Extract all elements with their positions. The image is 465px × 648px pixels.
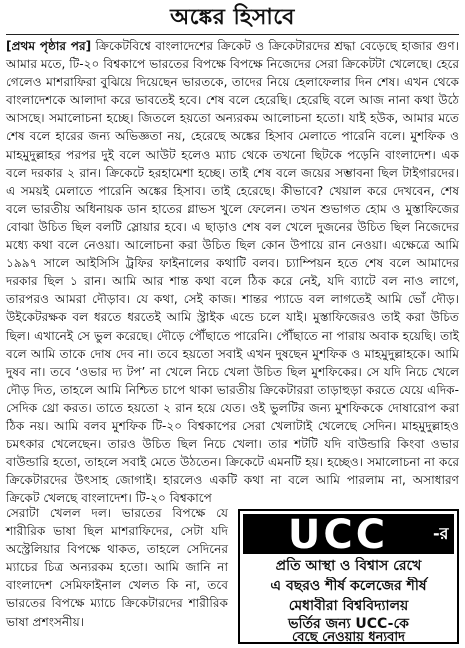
article-body-wide	[6, 37, 459, 507]
ad-line-2: এ বছরও শীর্ষ কলেজের শীর্ষ	[270, 578, 427, 594]
ucc-logo-suffix: -র	[433, 524, 449, 543]
newspaper-page	[6, 4, 459, 644]
ucc-advertisement	[238, 509, 459, 644]
ucc-logo-text: UCC	[287, 512, 389, 558]
ucc-logo	[243, 512, 454, 558]
headline-divider	[6, 34, 459, 35]
ad-line-3: মেধাবীরা বিশ্ববিদ্যালয়	[288, 598, 409, 614]
ad-line-5: বেছে নেওয়ায় ধন্যবাদ	[291, 631, 405, 644]
article-headline: অঙ্কের হিসাবে	[170, 5, 295, 30]
article-body-text: ক্রিকেটবিশ্বে বাংলাদেশের ক্রিকেট ও ক্রিকেটারদের শ্রদ্ধা বেড়েছে হাজার গুণ। আমার মতে, টি-২০ বিশ্বকাপে ভারতের বিপক্ষে বিপক্ষে নিজেদের সেরা ক্রিকেটটা খেলেছে। হেরে গেলেও মাশরাফিরা বুঝিয়ে দিয়েছেন ভারতকে, তাদের নিয়ে হেলাফেলার দিন শেষ। এখন থেকে বাংলাদেশকে আলাদা করে ভাবতেই হবে। শেষ বলে হেরেছি। হেরেছি বলে আজ নানা কথা উঠে আসছে। সমালোচনা হচ্ছে। জিতলে হয়তো অন্যরকম আলোচনা হতো। যাই হউক, আমার মতে শেষ বলে হারের জন্য অভিজ্ঞতা নয়, হেরেছে অঙ্কের হিসাব মেলাতে পারেনি বলে। মুশফিক ও মাহমুদুল্লাহর পরপর দুই বলে আউট হলেও ম্যাচ থেকে তখনো ছিটকে পড়েনি বাংলাদেশ। এক বলে দরকার ২ রান। ক্রিকেটে হরহামেশা হচ্ছে। তাই শেষ বলে জয়ের সম্ভাবনা ছিল টাইগারদের। এ সময়ই মেলাতে পারেনি অঙ্কের হিসাব। তাই হেরেছে। কীভাবে? খেয়াল করে দেখবেন, শেষ বলে ভারতীয় অধিনায়ক ডান হাতের গ্লাভস খুলে ফেলেন। তখন শুভাগত হোম ও মুস্তাফিজের বোঝা উচিত ছিল বলটি স্লোয়ার হবে। এ ছাড়াও শেষ বল খেলে দুজনের উচিত ছিল নিজেদের মধ্যে কথা বলে নেওয়া। আলোচনা করা উচিত ছিল কোন উপায়ে রান নেওয়া। এক্ষেত্রে আমি ১৯৯৭ সালে আইসিসি ট্রফির ফাইনালের কথাটি বলব। চ্যাম্পিয়ন হতে শেষ বলে আমাদের দরকার ছিল ১ রান। আমি আর শান্ত কথা বলে ঠিক করে নেই, যদি ব্যাটে বল নাও লাগে, তারপরও আমরা দৌড়াব। যে কথা, সেই কাজ। শান্তর প্যাডে বল লাগতেই আমি ভোঁ দৌড়। উইকেটরক্ষক বল ধরতে ধরতেই আমি স্ট্রাইক এন্ডে চলে যাই। মুস্তাফিজেরও তাই করা উচিত ছিল। এখানেই সে ভুল করেছে। দৌড়ে পৌঁছাতে পারেনি। পৌঁছাতে না পারায় অবাক হয়েছি। তাই বলে আমি তাকে দোষ দেব না। তবে হয়তো সবাই এখন দুষছেন মুশফিক ও মাহমুদুল্লাহকে। আমি দুষব না। তবে ‘ওভার দ্য টপ’ না খেলে নিচে খেলা উচিত ছিল মুশফিকের। সে যদি নিচে খেলে দৌড় দিত, তাহলে আমি নিশ্চিত চাপে থাকা ভারতীয় ক্রিকেটাররা তাড়াহুড়া করতে যেয়ে এদিক-সেদিক থ্রো করত। তাতে হয়তো ২ রান হয়ে যেত। ওই ভুলটির জন্য মুশফিককে দোষারোপ করা ঠিক নয়। আমি বলব মুশফিক টি-২০ বিশ্বকাপের সেরা খেলাটাই খেলেছে সেদিন। মাহমুদুল্লাহও চমৎকার খেলেছেন। তারও উচিত ছিল নিচে খেলা। তার শটটি যদি বাউন্ডারি কিংবা ওভার বাউন্ডারি হতো, তাহলে সবাই মেতে উঠতেন। ক্রিকেটে এমনটি হয়। হচ্ছেও। সমালোচনা না করে ক্রিকেটারদের উৎসাহ জোগাই। হারলেও একটি কথা না বলে আমি পারলাম না, অসাধারণ ক্রিকেট খেলছে বাংলাদেশ। টি-২০ বিশ্বকাপে	[6, 39, 460, 506]
ad-line-4: ভর্তির জন্য UCC-কে	[288, 616, 409, 632]
continuation-tag: [প্রথম পৃষ্ঠার পর]	[6, 39, 92, 53]
ad-line-1: প্রতি আস্থা ও বিশ্বাস রেখে	[275, 558, 422, 574]
article-body-narrow: সেরাটা খেলল দল। ভারতের বিপক্ষে যে শারীরিক ভাষা ছিল মাশরাফিদের, সেটা যদি অস্ট্রেলিয়ার বিপক্ষে থাকত, তাহলে সেদিনের ম্যাচের চিত্র অন্যরকম হতো। আমি জানি না বাংলাদেশ সেমিফাইনাল খেলত কি না, তবে ভারতের বিপক্ষে ম্যাচে ক্রিকেটারদের শারীরিক ভাষা প্রশংসনীয়।	[6, 506, 228, 629]
